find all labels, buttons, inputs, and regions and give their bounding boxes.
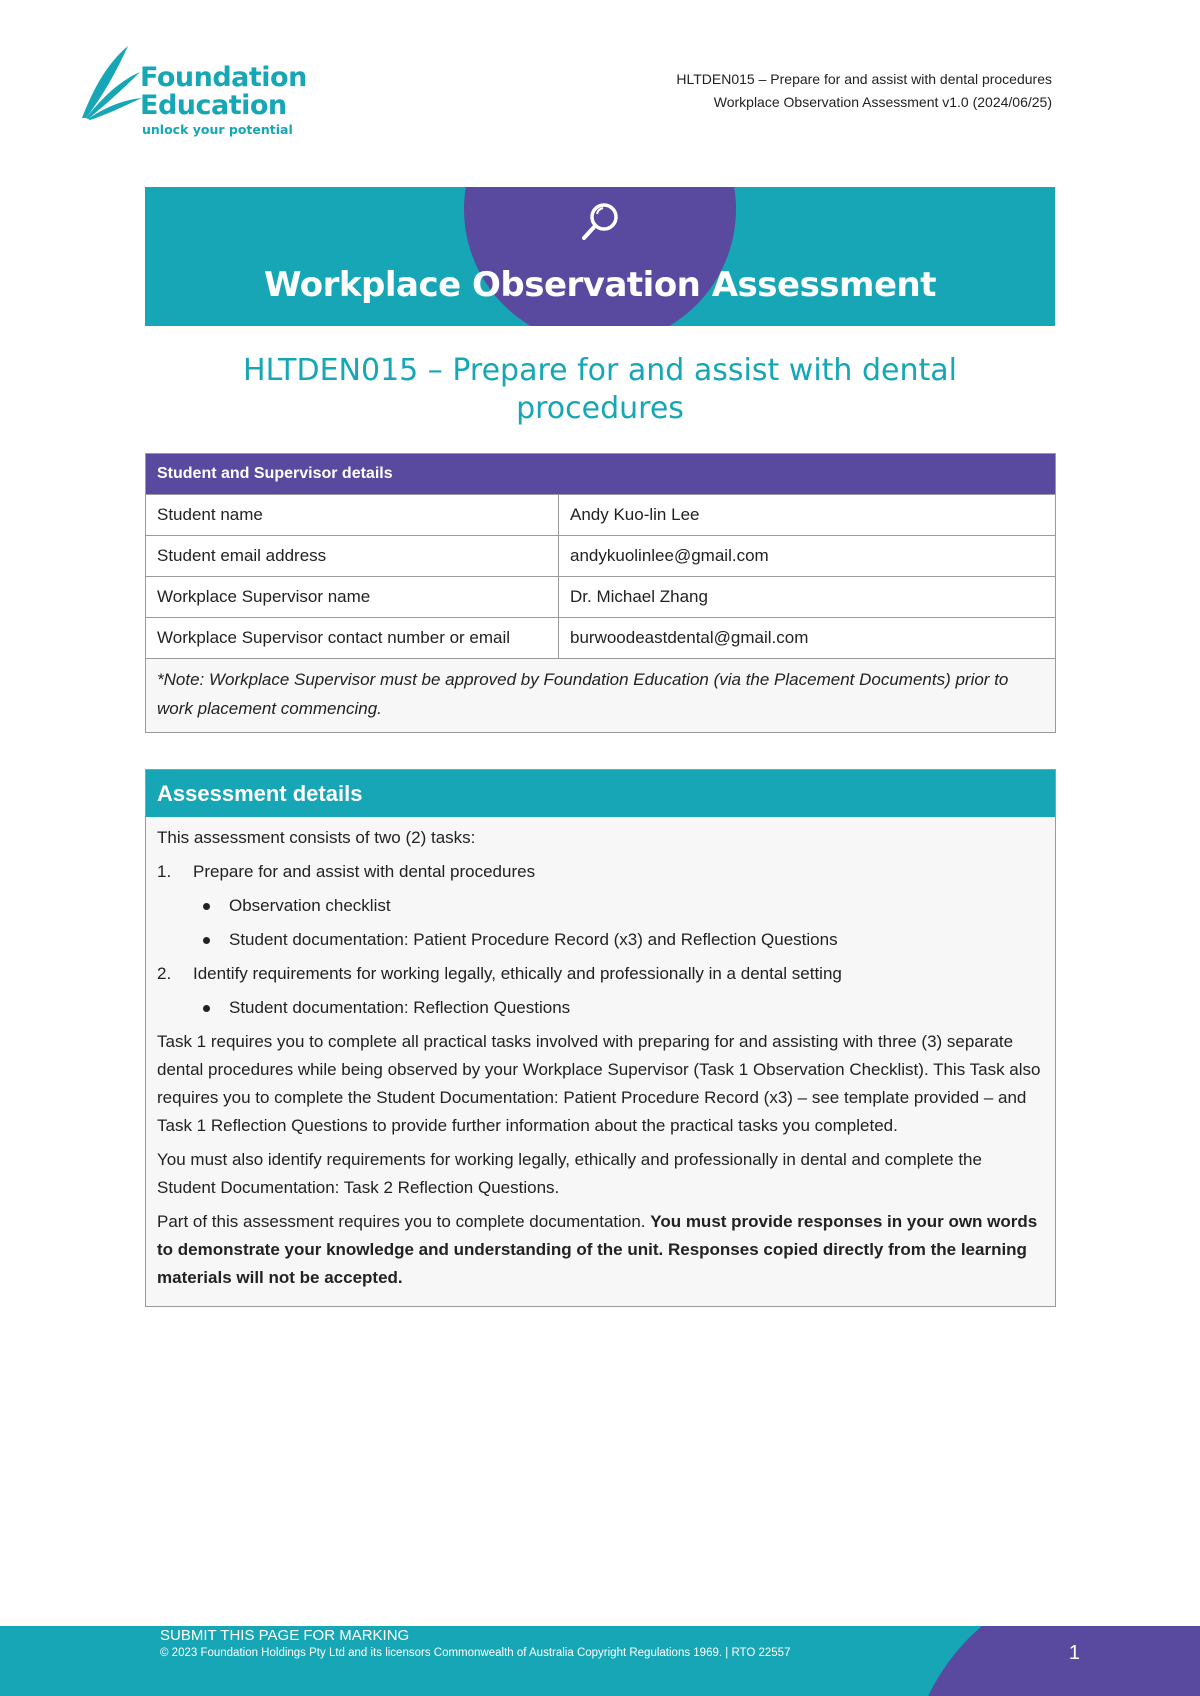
task-number: 2. bbox=[157, 964, 172, 983]
footer-submit-label: SUBMIT THIS PAGE FOR MARKING bbox=[160, 1627, 410, 1644]
page-footer bbox=[0, 1626, 1200, 1696]
logo-name-line2: Education bbox=[140, 90, 287, 121]
bullet-icon bbox=[203, 1005, 210, 1012]
footer-circle bbox=[908, 1626, 1200, 1696]
assessment-paragraph bbox=[157, 1208, 1044, 1292]
logo-feather-icon bbox=[78, 42, 144, 122]
supervisor-name-value[interactable]: Dr. Michael Zhang bbox=[559, 577, 1056, 618]
banner-title: Workplace Observation Assessment bbox=[263, 265, 936, 305]
list-item bbox=[157, 892, 1044, 920]
paragraph-text: Part of this assessment requires you to complete documentation. bbox=[157, 1212, 651, 1231]
list-item bbox=[157, 858, 1044, 886]
magnifier-icon bbox=[575, 197, 625, 247]
student-name-value[interactable]: Andy Kuo-lin Lee bbox=[559, 495, 1056, 536]
table-row bbox=[146, 495, 1056, 536]
assessment-heading: Assessment details bbox=[146, 770, 1055, 817]
supervisor-note: *Note: Workplace Supervisor must be approved by Foundation Education (via the Placement Documents) prior to work placement commencing. bbox=[146, 659, 1056, 733]
header-unit-line: HLTDEN015 – Prepare for and assist with dental procedures bbox=[676, 71, 1052, 87]
document-header bbox=[676, 68, 1052, 114]
task-text: Identify requirements for working legally, ethically and professionally in a dental setting bbox=[193, 964, 842, 983]
supervisor-name-label: Workplace Supervisor name bbox=[146, 577, 559, 618]
assessment-intro: This assessment consists of two (2) tasks: bbox=[157, 828, 476, 847]
bullet-text: Student documentation: Reflection Questions bbox=[229, 998, 571, 1017]
bullet-icon bbox=[203, 903, 210, 910]
table-heading: Student and Supervisor details bbox=[146, 454, 1056, 495]
task-number: 1. bbox=[157, 862, 172, 881]
assessment-paragraph: You must also identify requirements for working legally, ethically and professionally in dental and complete the Student Documentation: Task 2 Reflection Questions. bbox=[157, 1150, 982, 1197]
footer-copyright: © 2023 Foundation Holdings Pty Ltd and its licensors Commonwealth of Australia Copyright Regulations 1969. | RTO 22557 bbox=[160, 1647, 791, 1659]
paragraph-bold-text: You must provide responses in your own words to demonstrate your knowledge and understanding of the unit. Responses copied directly from the learning materials will not be accepted. bbox=[157, 1212, 1038, 1287]
foundation-education-logo bbox=[78, 42, 318, 142]
table-row bbox=[146, 536, 1056, 577]
assessment-paragraph: Task 1 requires you to complete all practical tasks involved with preparing for and assisting with three (3) separate dental procedures while being observed by your Workplace Supervisor (Task 1 Observation Checklist). This Task also requires you to complete the Student Documentation: Patient Procedure Record (x3) – see template provided – and Task 1 Reflection Questions to provide further information about the practical tasks you completed. bbox=[157, 1032, 1041, 1135]
assessment-body bbox=[146, 817, 1055, 1306]
title-banner bbox=[145, 187, 1055, 326]
table-row bbox=[146, 577, 1056, 618]
list-item bbox=[157, 960, 1044, 988]
table-row bbox=[146, 618, 1056, 659]
bullet-text: Student documentation: Patient Procedure Record (x3) and Reflection Questions bbox=[229, 930, 838, 949]
header-version-line: Workplace Observation Assessment v1.0 (2024/06/25) bbox=[713, 94, 1052, 110]
list-item bbox=[157, 926, 1044, 954]
unit-title-line2: procedures bbox=[516, 391, 684, 426]
supervisor-contact-value[interactable]: burwoodeastdental@gmail.com bbox=[559, 618, 1056, 659]
student-supervisor-table bbox=[145, 453, 1056, 733]
bullet-icon bbox=[203, 937, 210, 944]
logo-tagline: unlock your potential bbox=[142, 122, 293, 137]
logo-name-line1: Foundation bbox=[140, 62, 307, 93]
assessment-details-box bbox=[145, 769, 1056, 1307]
list-item bbox=[157, 994, 1044, 1022]
student-email-value[interactable]: andykuolinlee@gmail.com bbox=[559, 536, 1056, 577]
student-name-label: Student name bbox=[146, 495, 559, 536]
unit-title bbox=[145, 352, 1055, 428]
bullet-text: Observation checklist bbox=[229, 896, 391, 915]
student-email-label: Student email address bbox=[146, 536, 559, 577]
unit-title-line1: HLTDEN015 – Prepare for and assist with dental bbox=[243, 353, 957, 388]
supervisor-contact-label: Workplace Supervisor contact number or email bbox=[146, 618, 559, 659]
page-number: 1 bbox=[1068, 1642, 1080, 1664]
task-text: Prepare for and assist with dental procedures bbox=[193, 862, 536, 881]
